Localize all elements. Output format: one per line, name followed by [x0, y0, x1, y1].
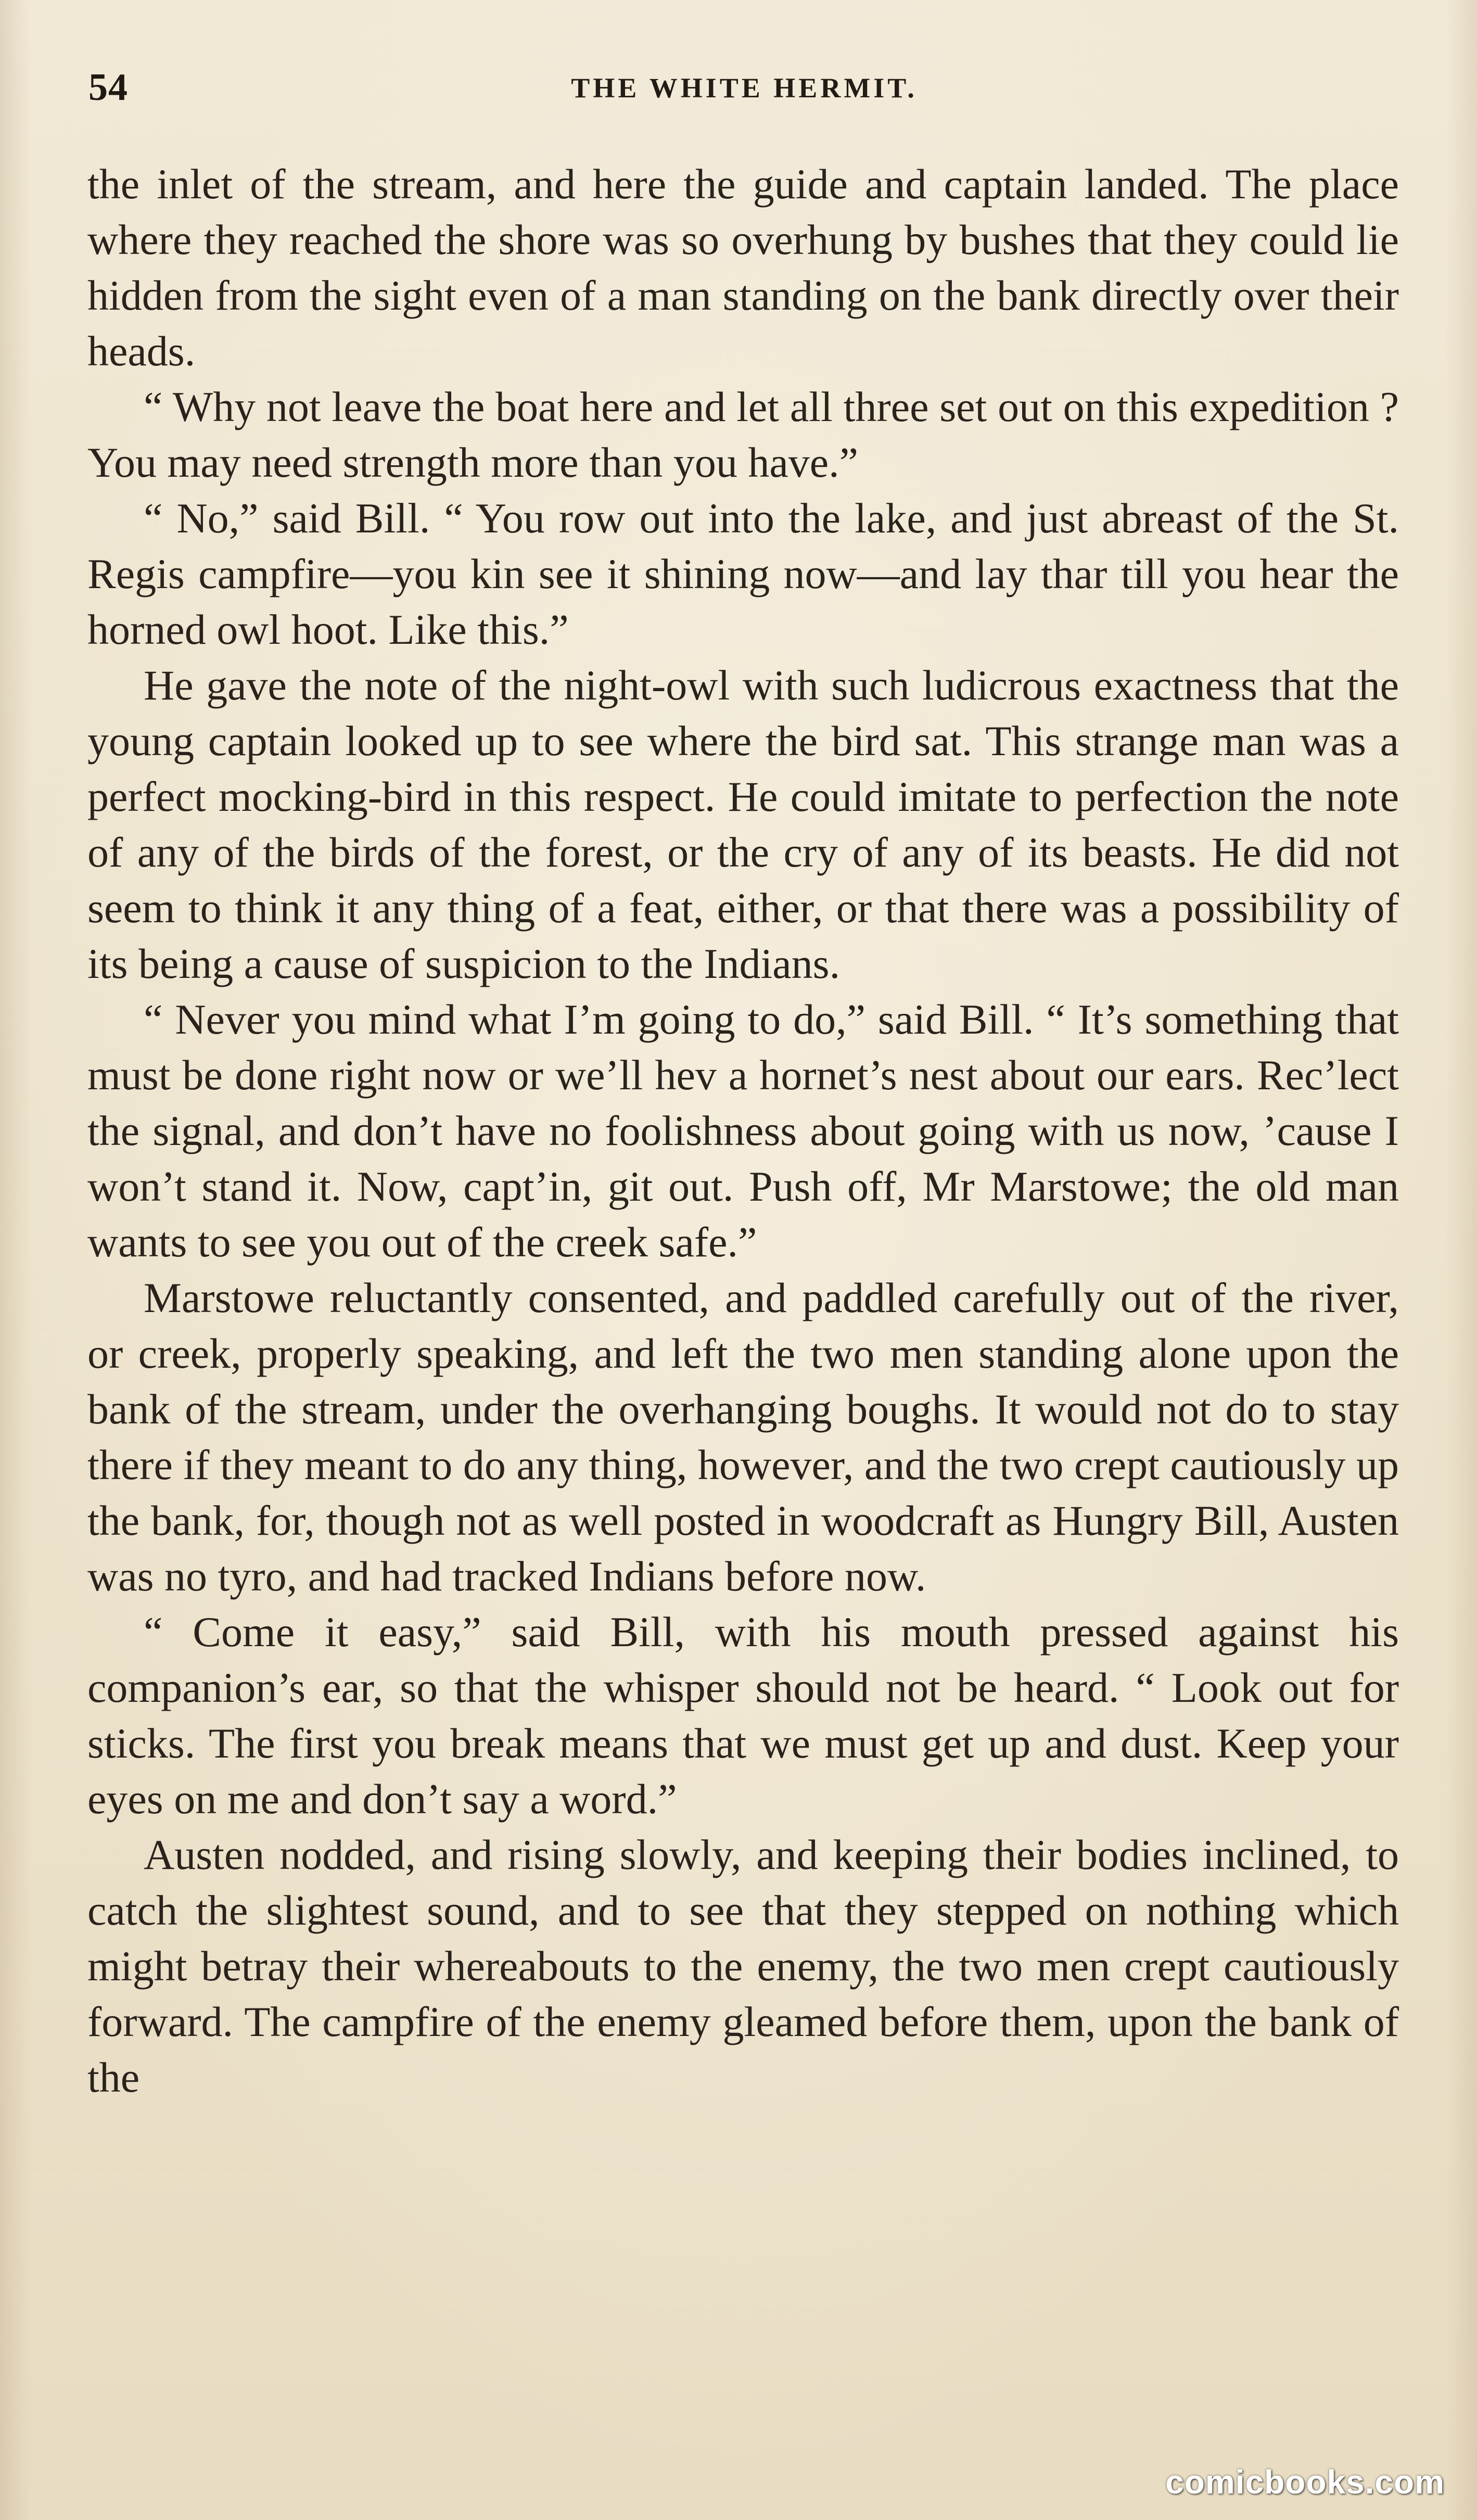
paragraph-4: He gave the note of the night-owl with such ludicrous exactness that the young captain looked up to see where the bird sat. This strange man was a perfect mocking-bird in this respect. He could imitate to perfection the note of any of the birds of the forest, or the cry of any of its beasts. He did not seem to think it any thing of a feat, either, or that there was a possibility of its being a cause of suspicion to the Indians. [87, 661, 1399, 987]
paragraph-2: “ Why not leave the boat here and let all three set out on this expedition ? You may need strength more than you have.” [87, 383, 1399, 486]
page-shadow-left [0, 0, 31, 2520]
paragraph-5: “ Never you mind what I’m going to do,” said Bill. “ It’s something that must be done right now or we’ll hev a hornet’s nest about our ears. Rec’lect the signal, and don’t have no foolishness about going with us now, ’cause I won’t stand it. Now, capt’in, git out. Push off, Mr Marstowe; the old man wants to see you out of the creek safe.” [87, 996, 1399, 1266]
paragraph-8: Austen nodded, and rising slowly, and keeping their bodies inclined, to catch the slightest sound, and to see that they stepped on nothing which might betray their whereabouts to the enemy, the two men crept cautiously forward. The campfire of the enemy gleamed before them, upon the bank of the [87, 1831, 1399, 2101]
page-shadow-right [1446, 0, 1477, 2520]
running-head [88, 57, 1400, 120]
page-number: 54 [88, 66, 128, 109]
paragraph-7: “ Come it easy,” said Bill, with his mouth pressed against his companion’s ear, so that the whisper should not be heard. “ Look out for sticks. The first you break means that we must get up and dust. Keep your eyes on me and don’t say a word.” [87, 1608, 1399, 1823]
paragraph-6: Marstowe reluctantly consented, and paddled carefully out of the river, or creek, properly speaking, and left the two men standing alone upon the bank of the stream, under the overhanging boughs. It would not do to stay there if they meant to do any thing, however, and the two crept cautiously up the bank, for, though not as well posted in woodcraft as Hungry Bill, Austen was no tyro, and had tracked Indians before now. [87, 1274, 1399, 1600]
running-title: THE WHITE HERMIT. [571, 72, 918, 104]
paragraph-3: “ No,” said Bill. “ You row out into the lake, and just abreast of the St. Regis campfire—you kin see it shining now—and lay thar till you hear the horned owl hoot. Like this.” [87, 494, 1399, 653]
body-text [87, 156, 1399, 2105]
site-watermark: comicbooks.com [1165, 2463, 1445, 2501]
paragraph-1: the inlet of the stream, and here the guide and captain landed. The place where they reached the shore was so overhung by bushes that they could lie hidden from the sight even of a man standing on the bank directly over their heads. [87, 160, 1399, 375]
